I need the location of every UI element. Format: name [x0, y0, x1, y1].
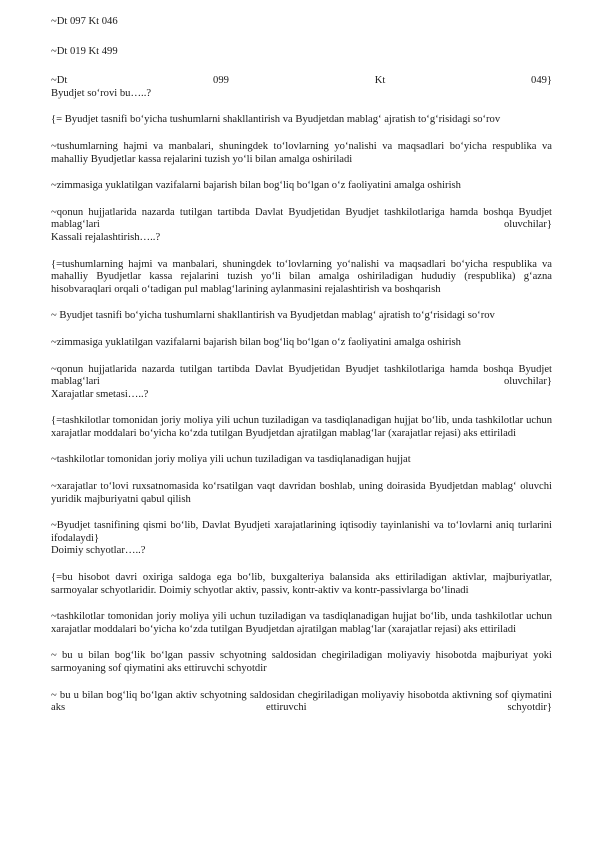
text-line: Doimiy schyotlar…..? — [51, 545, 146, 557]
text-line: {= Byudjet tasnifi bo‘yicha tushumlarni shakllantirish va Byudjetdan mablag‘ ajratish to‘g‘risidagi so‘rov — [51, 114, 501, 126]
text-line: ~ bu u bilan bog‘liq bo‘lgan aktiv schyotning saldosidan chegiriladigan moliyaviy hisobotda aktivning sof qiymatini aks ettiruvchi schyotdir} — [51, 689, 552, 714]
text-line: Byudjet so‘rovi bu…..? — [51, 87, 152, 99]
text-line: ~tashkilotlar tomonidan joriy moliya yili uchun tuziladigan va tasdiqlanadigan hujjat — [51, 454, 411, 466]
text-line: ~xarajatlar to‘lovi ruxsatnomasida ko‘rsatilgan vaqt davridan boshlab, uning doirasida Byudjetdan mablag‘ oluvchi yuridik majburiyatni qabul qilish — [51, 481, 552, 505]
text-line: {=tashkilotlar tomonidan joriy moliya yili uchun tuziladigan va tasdiqlanadigan hujjat bo‘lib, unda tashkilotlar uchun xarajatlar moddalari bo‘yicha ko‘zda tutilgan Byudjetdan ajratilgan mablag‘lar (xarajatlar rejasi) aks ettiriladi — [51, 415, 552, 439]
text-line: ~Dt 099 Kt 049} — [51, 75, 552, 87]
text-line: ~Byudjet tasnifining qismi bo‘lib, Davlat Byudjeti xarajatlarining iqtisodiy tayinlanishi va to‘lovlarni aniq turlarini ifodalaydi} — [51, 520, 552, 544]
text-line: ~zimmasiga yuklatilgan vazifalarni bajarish bilan bog‘liq bo‘lgan o‘z faoliyatini amalga oshirish — [51, 336, 461, 348]
text-line: ~tushumlarning hajmi va manbalari, shuningdek to‘lovlarning yo‘nalishi va maqsadlari bo‘yicha respublika va mahalliy Byudjetlar kassa rejalarini tuzish yo‘li bilan amalga oshiriladi — [51, 140, 552, 165]
text-line: Xarajatlar smetasi…..? — [51, 388, 149, 400]
text-line: ~tashkilotlar tomonidan joriy moliya yili uchun tuziladigan va tasdiqlanadigan hujjat bo‘lib, unda tashkilotlar uchun xarajatlar moddalari bo‘yicha ko‘zda tutilgan Byudjetdan ajratilgan mablag‘lar (xarajatlar rejasi) aks ettiriladi — [51, 611, 552, 635]
text-line: ~qonun hujjatlarida nazarda tutilgan tartibda Davlat Byudjetidan Byudjet tashkilotlariga hamda boshqa Byudjet mablag‘lari oluvchilar} — [51, 363, 552, 388]
text-line: ~zimmasiga yuklatilgan vazifalarni bajarish bilan bog‘liq bo‘lgan o‘z faoliyatini amalga oshirish — [51, 180, 461, 192]
text-line: {=bu hisobot davri oxiriga saldoga ega bo‘lib, buxgalteriya balansida aks ettiriladigan aktivlar, majburiyatlar, sarmoyalar schyotlaridir. Doimiy schyotlar aktiv, passiv, kontr-aktiv va kontr-passivlarga bo‘linadi — [51, 572, 552, 596]
text-line: ~Dt 097 Kt 046 — [51, 16, 118, 27]
text-line: ~Dt 019 Kt 499 — [51, 45, 118, 57]
document-body — [51, 16, 552, 715]
text-line: Kassali rejalashtirish…..? — [51, 231, 161, 243]
text-line: ~qonun hujjatlarida nazarda tutilgan tartibda Davlat Byudjetidan Byudjet tashkilotlariga hamda boshqa Byudjet mablag‘lari oluvchilar} — [51, 206, 552, 231]
text-line: ~ Byudjet tasnifi bo‘yicha tushumlarni shakllantirish va Byudjetdan mablag‘ ajratish to‘g‘risidagi so‘rov — [51, 310, 495, 322]
text-line: {=tushumlarning hajmi va manbalari, shuningdek to‘lovlarning yo‘nalishi va maqsadlari bo‘yicha respublika va mahalliy Byudjetlar kassa rejalarini tuzish yo‘li bilan amalga oshiriladigan hududiy (respublika) g‘azna hisobvaraqlari orqali o‘tadigan pul mablag‘larining aylanmasini rejalashtirish va boshqarish — [51, 258, 552, 295]
text-line: ~ bu u bilan bog‘lik bo‘lgan passiv schyotning saldosidan chegiriladigan moliyaviy hisobotda majburiyat yoki sarmoyaning sof qiymatini aks ettiruvchi schyotdir — [51, 650, 552, 674]
